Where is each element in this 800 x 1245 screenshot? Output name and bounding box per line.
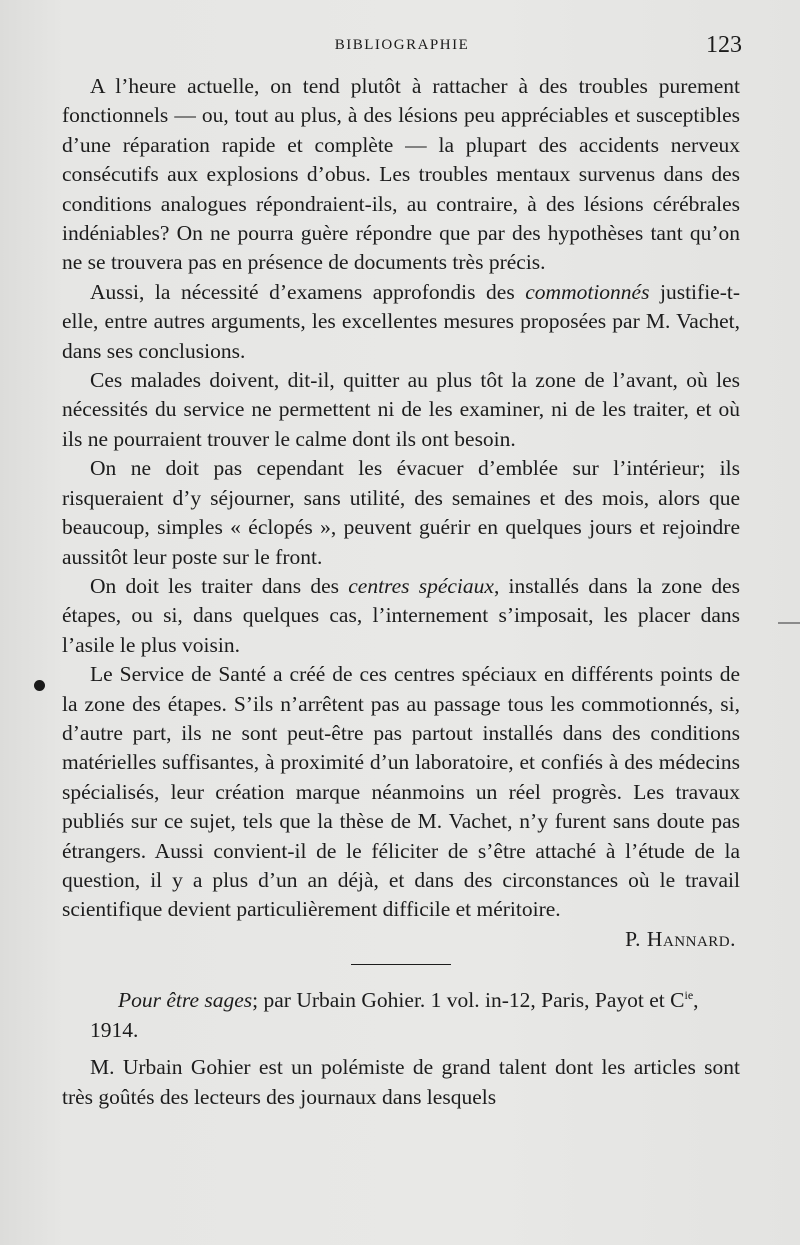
- book-details: ; par Urbain Gohier. 1 vol. in-12, Paris, Payot et C: [252, 988, 685, 1013]
- paragraph-4: On ne doit pas cependant les évacuer d’emblée sur l’intérieur; ils risqueraient d’y séjourner, sans utilité, des semaines et des mois, alors que beaucoup, simples « éclopés », peuvent guérir en quelques jours et rejoindre aussitôt leur poste sur le front.: [62, 456, 740, 569]
- paragraph-1: A l’heure actuelle, on tend plutôt à rattacher à des troubles purement fonctionnels — ou, tout au plus, à des lésions peu appréciables et susceptibles d’une réparation rapide et complète — la plupart des accidents nerveux consécutifs aux explosions d’obus. Les troubles mentaux survenus dans des conditions analogues répondraient-ils, au contraire, à des lésions cérébrales indéniables? On ne pourra guère répondre que par des hypothèses tant qu’on ne se trouvera pas en présence de documents très précis.: [62, 74, 740, 275]
- margin-bullet-mark: [34, 680, 45, 691]
- paragraph-3: Ces malades doivent, dit-il, quitter au plus tôt la zone de l’avant, où les nécessités du service ne permettent ni de les examiner, ni de les traiter, et où ils ne pourraient trouver le calme dont ils ont besoin.: [62, 368, 740, 451]
- paragraph-5-text-a: On doit les traiter dans des: [90, 573, 349, 598]
- book-title: Pour être sages: [118, 988, 253, 1013]
- paragraph-5-text-b: , installés dans la zone des étapes, ou si, dans quelques cas, l’internement s’imposait, les placer dans l’asile le plus voisin.: [62, 573, 740, 657]
- paragraph-2-italic: commotionnés: [525, 279, 650, 304]
- section-divider: [351, 964, 451, 965]
- paragraph-2-text-a: Aussi, la nécessité d’examens approfondis des: [90, 279, 526, 304]
- paragraph-6: Le Service de Santé a créé de ces centres spéciaux en différents points de la zone des étapes. S’ils n’arrêtent pas au passage tous les commotionnés, si, d’autre part, ils ne sont peut-être pas partout installés dans des conditions matérielles suffisantes, à proximité d’un laboratoire, et confiés à des médecins spécialisés, leur création marque néanmoins un réel progrès. Les travaux publiés sur ce sujet, tels que la thèse de M. Vachet, n’y furent sans doute pas étrangers. Aussi convient-il de le féliciter de s’être attaché à l’étude de la question, il y a plus d’un an déjà, et dans des circonstances où le travail scientifique devient particulièrement difficile et méritoire.: [62, 662, 740, 922]
- paragraph-2-text-b: justifie-t-elle, entre autres arguments, les excellentes mesures proposées par M. Vachet, dans ses conclusions.: [62, 279, 741, 363]
- review-paragraph: M. Urbain Gohier est un polémiste de grand talent dont les articles sont très goûtés des lecteurs des journaux dans lesquels: [62, 1055, 740, 1109]
- margin-edge-mark: [778, 622, 800, 624]
- page-number: 123: [706, 32, 742, 58]
- author-signature: [62, 925, 740, 954]
- running-header: [62, 32, 742, 62]
- paragraph-2: [62, 278, 740, 366]
- signature-initial: P.: [625, 926, 647, 951]
- body-text: [62, 72, 740, 1112]
- running-title: BIBLIOGRAPHIE: [334, 37, 470, 53]
- signature-name: Hannard.: [646, 926, 736, 951]
- book-details-sup: ie: [684, 988, 694, 1003]
- book-reference: [62, 981, 740, 1045]
- paragraph-5-italic: centres spéciaux: [348, 573, 494, 598]
- book-details-end: , 1914.: [90, 988, 699, 1042]
- paragraph-5: [62, 572, 740, 660]
